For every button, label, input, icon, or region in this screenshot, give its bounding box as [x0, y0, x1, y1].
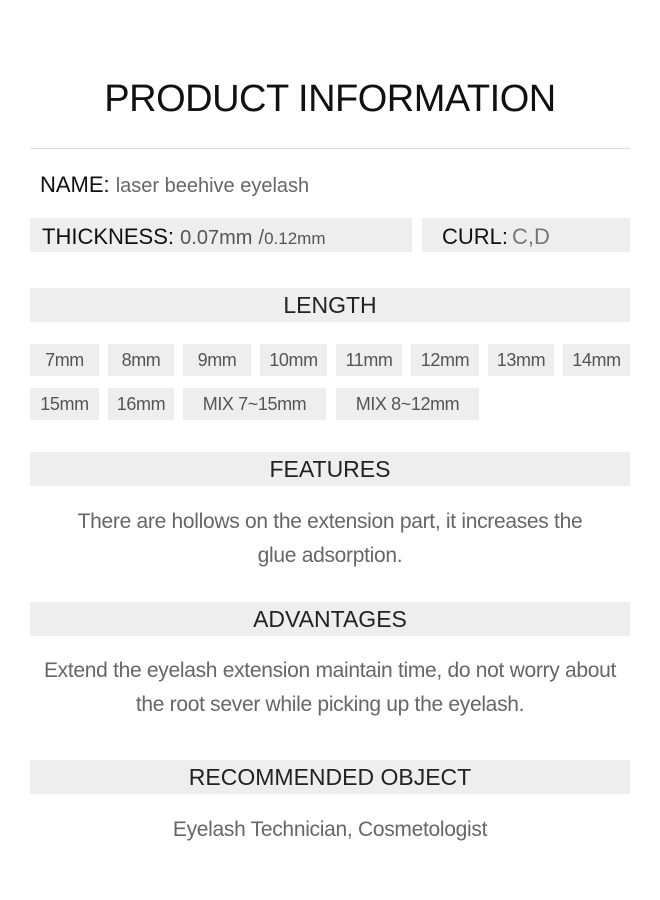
curl-row [442, 224, 550, 250]
thickness-separator: / [258, 227, 265, 249]
length-chip: 13mm [488, 344, 554, 376]
advantages-description [30, 654, 630, 722]
features-description [30, 505, 630, 573]
divider [30, 148, 630, 149]
advantages-line-2: the root sever while picking up the eyelash. [135, 693, 525, 716]
length-chip: MIX 7~15mm [183, 388, 326, 420]
features-header: FEATURES [30, 452, 630, 486]
advantages-header: ADVANTAGES [30, 602, 630, 636]
name-value: laser beehive eyelash [115, 175, 310, 197]
length-chip: 15mm [30, 388, 99, 420]
length-chip: 10mm [260, 344, 327, 376]
name-label: NAME: [40, 172, 110, 197]
features-line-2: glue adsorption. [257, 544, 403, 567]
length-chip: MIX 8~12mm [336, 388, 479, 420]
recommended-description: Eyelash Technician, Cosmetologist [172, 818, 488, 841]
curl-value: C,D [512, 224, 550, 249]
thickness-bar [30, 218, 412, 252]
length-chip: 14mm [563, 344, 630, 376]
length-chip: 16mm [108, 388, 174, 420]
length-chip: 8mm [108, 344, 174, 376]
thickness-value-1: 0.07mm [180, 227, 253, 249]
page-title: PRODUCT INFORMATION [104, 78, 556, 120]
length-chip: 12mm [411, 344, 479, 376]
recommended-header: RECOMMENDED OBJECT [30, 760, 630, 794]
curl-label: CURL: [442, 224, 509, 249]
length-chip: 11mm [336, 344, 402, 376]
thickness-row [42, 224, 326, 250]
length-chip: 7mm [30, 344, 99, 376]
length-chip: 9mm [183, 344, 251, 376]
thickness-value-2: 0.12mm [264, 229, 326, 248]
name-row [40, 172, 309, 198]
curl-bar [422, 218, 630, 252]
features-line-1: There are hollows on the extension part, it increases the [77, 510, 583, 533]
advantages-line-1: Extend the eyelash extension maintain time, do not worry about [43, 659, 617, 682]
length-header: LENGTH [30, 288, 630, 322]
thickness-label: THICKNESS: [42, 224, 175, 249]
